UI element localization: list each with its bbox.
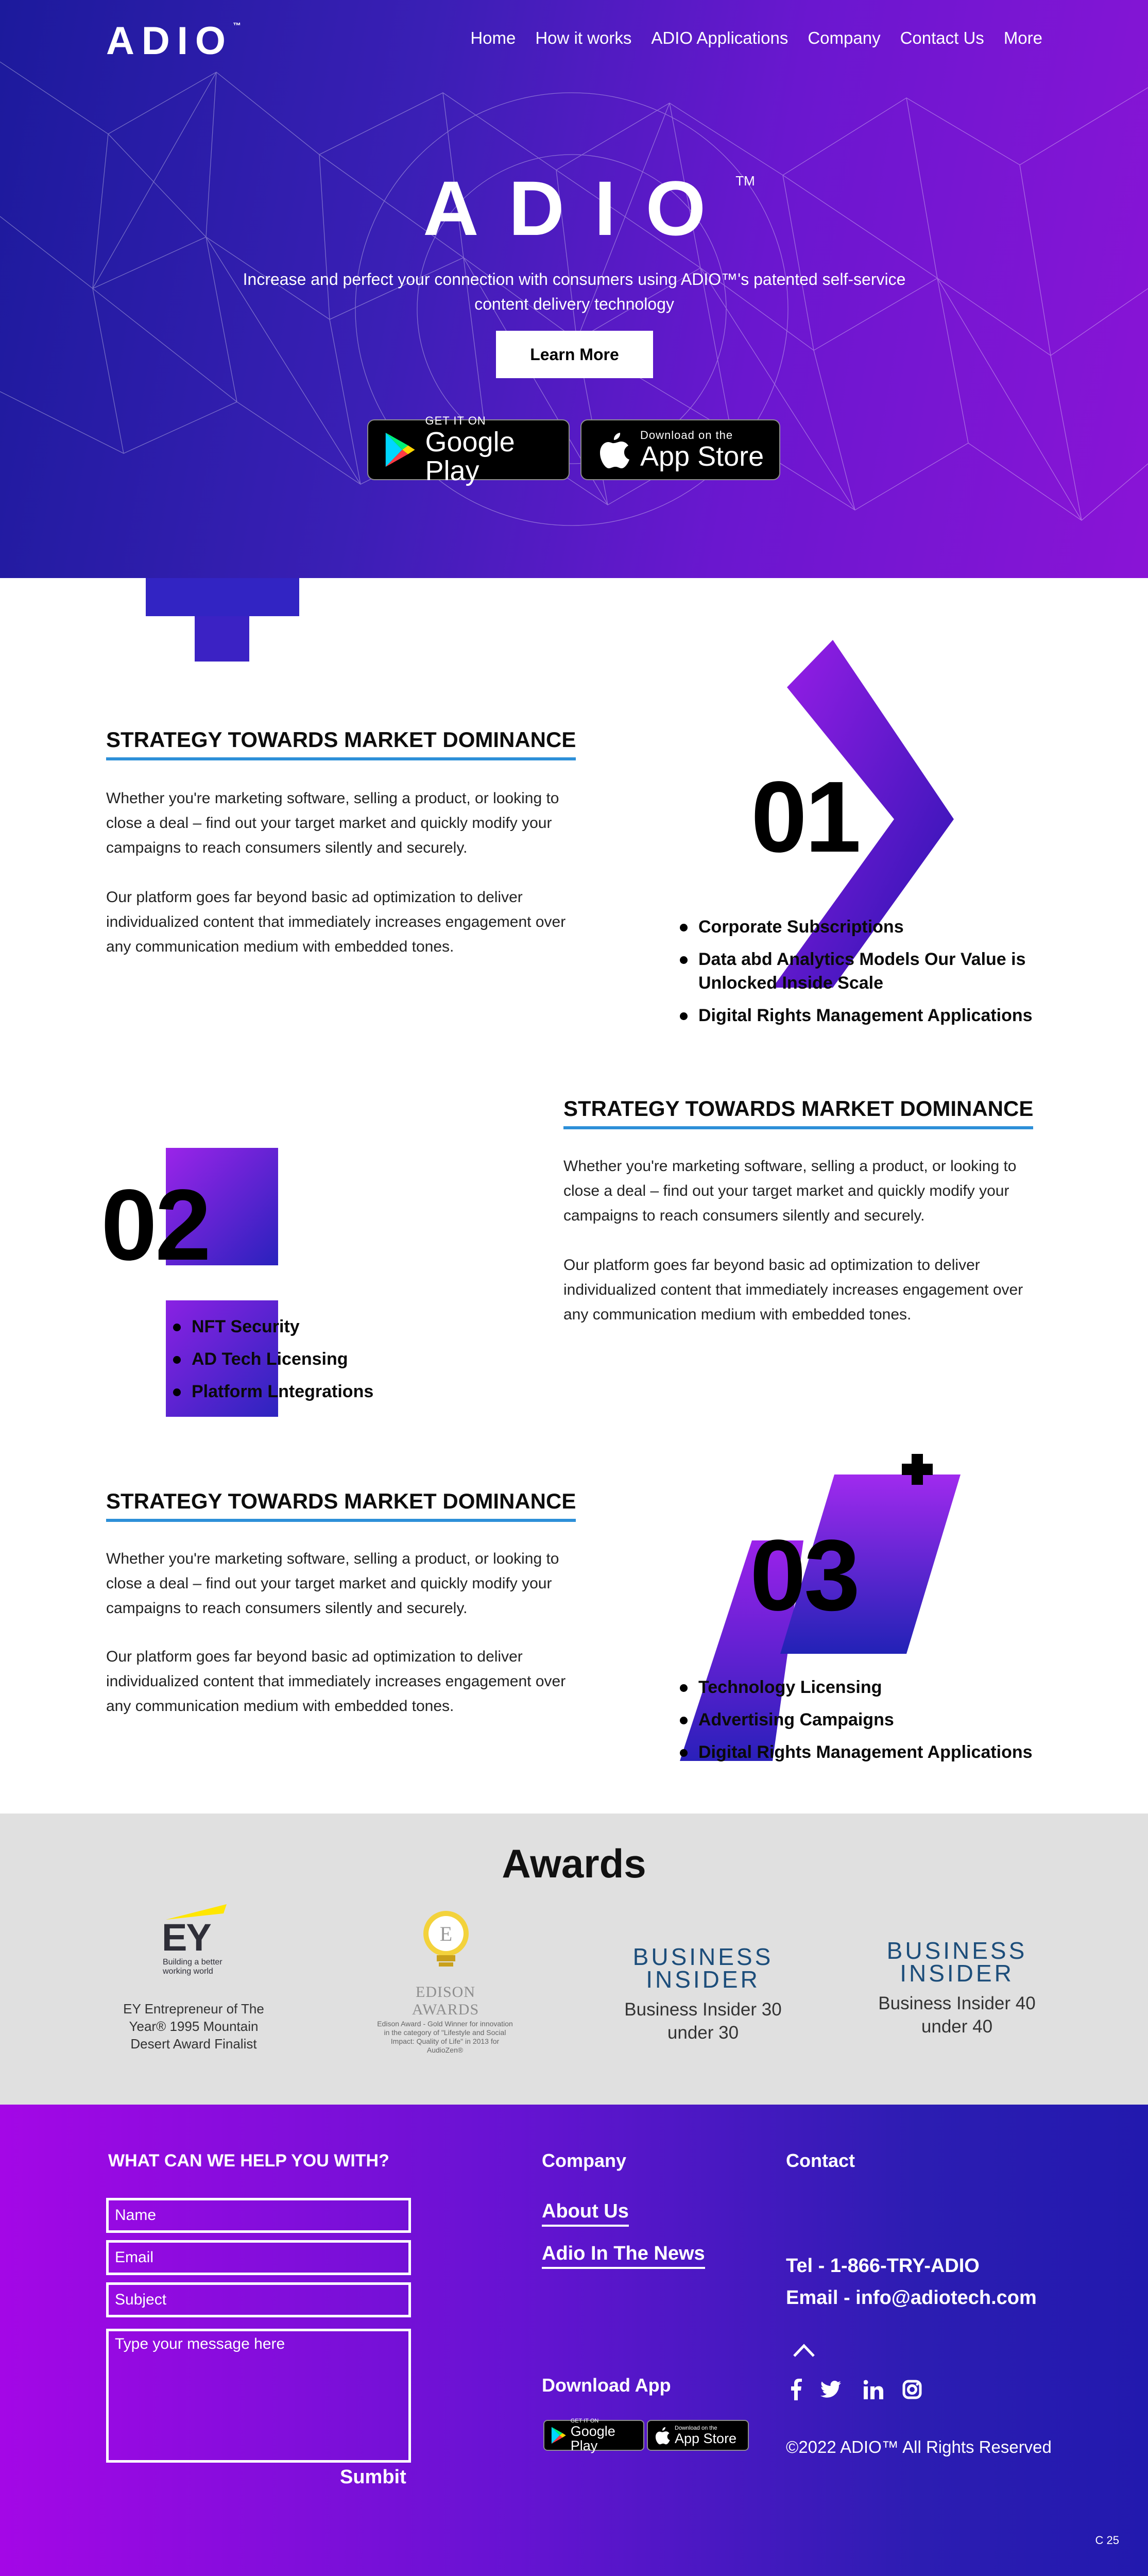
nav-adio-applications[interactable]: ADIO Applications bbox=[651, 28, 789, 47]
facebook-icon[interactable] bbox=[784, 2378, 808, 2401]
app-store-badge[interactable] bbox=[580, 419, 780, 480]
hero-title bbox=[0, 164, 1148, 253]
about-us-link[interactable]: About Us bbox=[542, 2200, 629, 2227]
list-item: Digital Rights Management Applications bbox=[680, 1004, 1071, 1027]
twitter-icon[interactable] bbox=[819, 2378, 843, 2401]
nav-home[interactable]: Home bbox=[470, 28, 516, 47]
strategy-03-bullets bbox=[680, 1675, 1071, 1773]
strategy-02-heading: STRATEGY TOWARDS MARKET DOMINANCE bbox=[563, 1096, 1033, 1129]
list-item: AD Tech Licensing bbox=[173, 1347, 441, 1371]
telephone-text[interactable]: Tel - 1-866-TRY-ADIO bbox=[786, 2255, 980, 2277]
download-app-heading: Download App bbox=[542, 2375, 671, 2396]
google-play-icon bbox=[384, 431, 416, 469]
email-text[interactable]: Email - info@adiotech.com bbox=[786, 2287, 1037, 2309]
chevron-up-icon[interactable] bbox=[792, 2343, 816, 2358]
logo-text: ADIO bbox=[106, 19, 233, 63]
award-caption-ey: EY Entrepreneur of The Year® 1995 Mountain Desert Award Finalist bbox=[123, 2001, 264, 2052]
apple-icon bbox=[597, 431, 631, 469]
contact-heading: Contact bbox=[786, 2150, 855, 2171]
nav-how-it-works[interactable]: How it works bbox=[535, 28, 632, 47]
footer-app-store-big: App Store bbox=[675, 2431, 737, 2446]
footer-google-play-small: GET IT ON bbox=[570, 2418, 599, 2424]
submit-button[interactable]: Sumbit bbox=[340, 2466, 406, 2488]
instagram-icon[interactable] bbox=[900, 2378, 924, 2401]
hero-notch-bottom bbox=[195, 616, 249, 662]
subject-input[interactable] bbox=[106, 2282, 411, 2317]
list-item: Corporate Subscriptions bbox=[680, 915, 1071, 939]
app-store-small: Download on the bbox=[640, 429, 733, 442]
list-item: Platform Lntegrations bbox=[173, 1380, 441, 1403]
company-heading: Company bbox=[542, 2150, 627, 2171]
email-input[interactable] bbox=[106, 2240, 411, 2275]
google-play-big: Google Play bbox=[425, 427, 515, 486]
corner-tag: C 25 bbox=[1095, 2534, 1119, 2547]
contact-form-heading: WHAT CAN WE HELP YOU WITH? bbox=[108, 2151, 389, 2171]
strategy-02-para-2: Our platform goes far beyond basic ad optimization to deliver individualized content that immediately increases engagement over any communication medium with embedded tones. bbox=[563, 1257, 1023, 1323]
google-play-icon bbox=[551, 2426, 567, 2445]
strategy-01-number: 01 bbox=[751, 760, 860, 873]
awards-title: Awards bbox=[502, 1841, 646, 1886]
strategy-03-para-2: Our platform goes far beyond basic ad optimization to deliver individualized content that immediately increases engagement over any communication medium with embedded tones. bbox=[106, 1648, 566, 1715]
strategy-01-heading: STRATEGY TOWARDS MARKET DOMINANCE bbox=[106, 727, 576, 760]
message-textarea[interactable] bbox=[106, 2329, 411, 2463]
nav-more[interactable]: More bbox=[1003, 28, 1042, 47]
award-caption-bi-40: Business Insider 40 under 40 bbox=[878, 1993, 1036, 2037]
svg-text:E: E bbox=[439, 1922, 453, 1945]
apple-icon bbox=[654, 2426, 671, 2445]
linkedin-icon[interactable] bbox=[862, 2378, 885, 2401]
awards-section bbox=[0, 1814, 1148, 2105]
logo-tm: ™ bbox=[233, 22, 241, 30]
award-caption-bi-30: Business Insider 30 under 30 bbox=[624, 1999, 782, 2043]
strategy-02-number: 02 bbox=[101, 1168, 210, 1281]
strategy-03-para-1: Whether you're marketing software, selling a product, or looking to close a deal – find out your target market and quickly modify your campaigns to reach consumers silently and securely. bbox=[106, 1550, 559, 1617]
footer-google-play-big: Google Play bbox=[570, 2424, 615, 2453]
strategy-03-heading: STRATEGY TOWARDS MARKET DOMINANCE bbox=[106, 1489, 576, 1522]
hero-notch-top bbox=[146, 578, 299, 616]
google-play-small: GET IT ON bbox=[425, 414, 486, 427]
app-store-big: App Store bbox=[640, 441, 764, 472]
strategy-01-para-1: Whether you're marketing software, selling a product, or looking to close a deal – find out your target market and quickly modify your campaigns to reach consumers silently and securely. bbox=[106, 790, 559, 856]
footer bbox=[0, 2105, 1148, 2576]
ey-logo-tagline: Building a better working world bbox=[163, 1958, 222, 1976]
ey-logo-text: EY bbox=[162, 1916, 211, 1959]
list-item: Advertising Campaigns bbox=[680, 1708, 1071, 1732]
google-play-badge[interactable] bbox=[367, 414, 570, 486]
learn-more-button[interactable]: Learn More bbox=[496, 331, 653, 378]
business-insider-logo-1: BUSINESS INSIDER bbox=[632, 1943, 774, 1993]
strategy-01-bullets bbox=[680, 915, 1071, 1036]
adio-in-the-news-link[interactable]: Adio In The News bbox=[542, 2243, 705, 2269]
main-nav bbox=[470, 28, 1042, 48]
hero-section bbox=[0, 0, 1148, 578]
list-item: Technology Licensing bbox=[680, 1675, 1071, 1699]
hero-subtitle: Increase and perfect your connection with consumers using ADIO™'s patented self-service content delivery technology bbox=[243, 270, 906, 313]
strategy-02-para-1: Whether you're marketing software, selling a product, or looking to close a deal – find out your target market and quickly modify your campaigns to reach consumers silently and securely. bbox=[563, 1158, 1017, 1224]
nav-contact-us[interactable]: Contact Us bbox=[900, 28, 984, 47]
award-caption-edison: Edison Award - Gold Winner for innovation in the category of "Lifestyle and Social Impact: Quality of Life" in 2013 for AudioZen® bbox=[377, 2020, 513, 2054]
footer-app-store-small: Download on the bbox=[675, 2425, 717, 2431]
edison-awards-logo-text: EDISON AWARDS bbox=[412, 1984, 479, 2018]
strategy-01-para-2: Our platform goes far beyond basic ad optimization to deliver individualized content that immediately increases engagement over any communication medium with embedded tones. bbox=[106, 889, 566, 955]
copyright-text: ©2022 ADIO™ All Rights Reserved bbox=[786, 2437, 1052, 2456]
hero-title-tm: TM bbox=[735, 173, 755, 189]
lightbulb-icon bbox=[420, 1909, 472, 1981]
business-insider-logo-2: BUSINESS INSIDER bbox=[886, 1937, 1027, 1987]
footer-app-store-badge[interactable] bbox=[647, 2420, 749, 2451]
list-item: NFT Security bbox=[173, 1315, 441, 1338]
list-item: Digital Rights Management Applications bbox=[680, 1740, 1071, 1764]
brand-logo[interactable] bbox=[106, 19, 241, 63]
ey-logo bbox=[160, 1904, 242, 1976]
name-input[interactable] bbox=[106, 2198, 411, 2233]
strategy-02-bullets bbox=[173, 1315, 441, 1412]
footer-google-play-badge[interactable] bbox=[543, 2420, 644, 2451]
list-item: Data abd Analytics Models Our Value is Unlocked Inside Scale bbox=[680, 947, 1071, 995]
nav-company[interactable]: Company bbox=[808, 28, 881, 47]
strategy-03-number: 03 bbox=[750, 1519, 859, 1632]
hero-title-text: ADIO bbox=[423, 165, 736, 251]
